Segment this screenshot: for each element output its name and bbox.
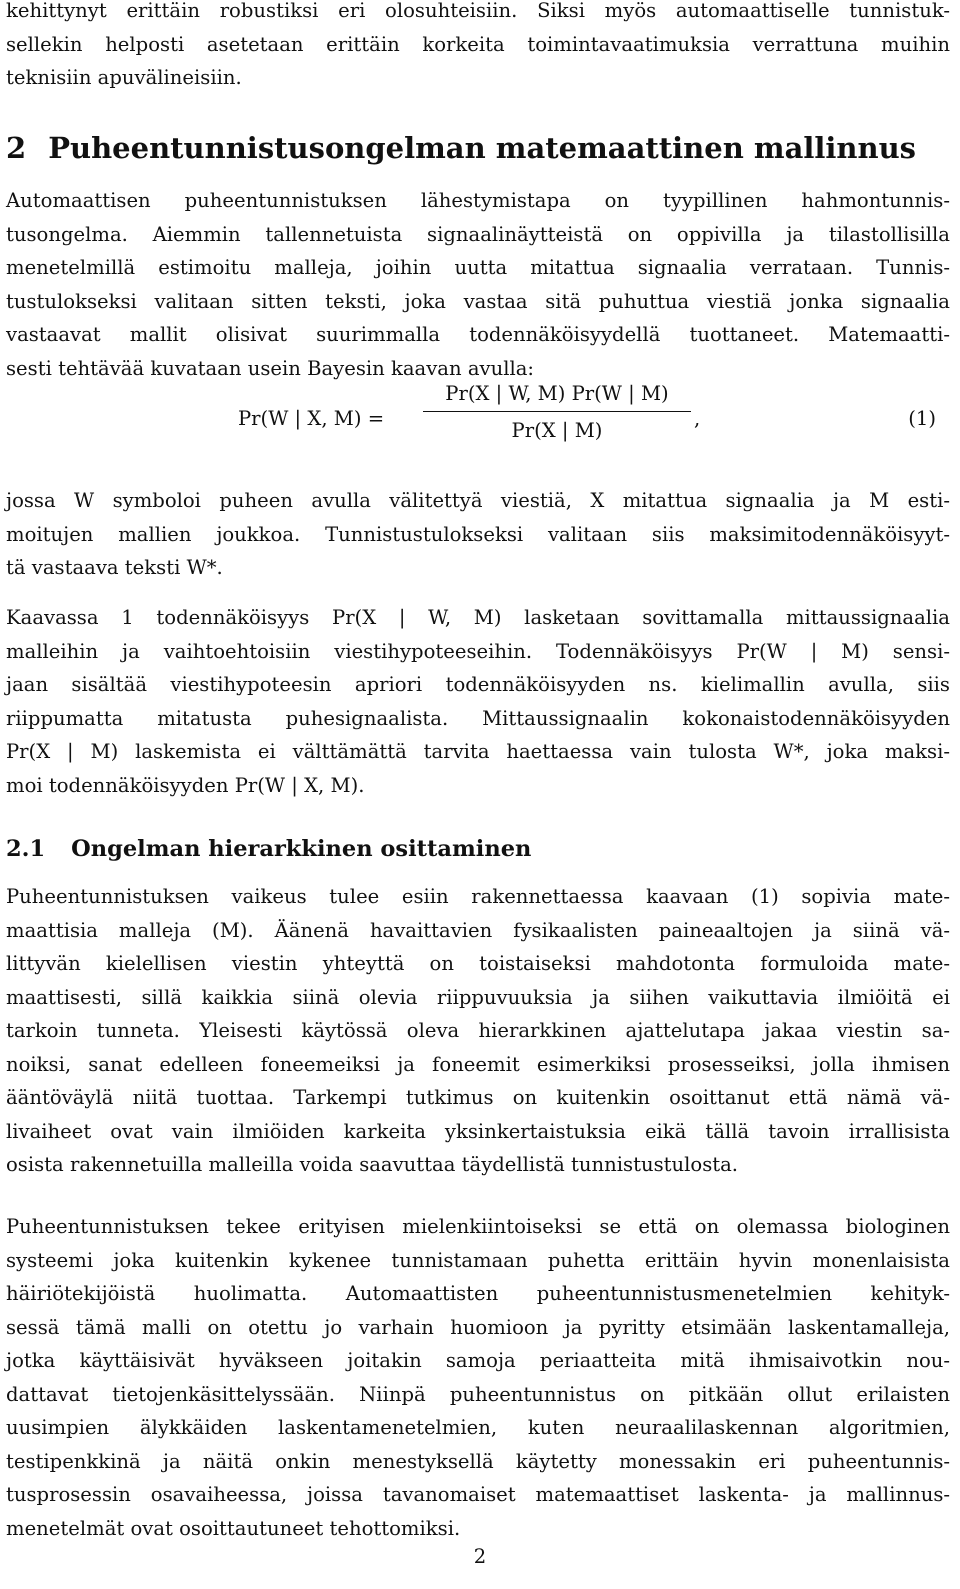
equation-comma: , [694, 407, 701, 430]
section-number: 2 [6, 131, 27, 165]
text-line: tustulokseksi valitaan sitten teksti, joka vastaa sitä puhuttua viestiä jonka signaalia [6, 289, 950, 313]
subsection-number: 2.1 [6, 836, 46, 862]
paragraph-3 [6, 601, 950, 802]
section-heading [6, 128, 916, 168]
equation-number: (1) [908, 407, 936, 430]
text-line: Pr(X | M) laskemista ei välttämättä tarvita haettaessa vain tulosta W*, joka maksi- [6, 740, 950, 763]
paragraph-4 [6, 880, 950, 1182]
text-line: jaan sisältää viestihypoteesin apriori todennäköisyyden ns. kielimallin avulla, siis [6, 673, 950, 696]
text-line: sellekin helposti asetetaan erittäin korkeita toimintavaatimuksia verrattuna muihin [6, 32, 950, 56]
subsection-title: Ongelman hierarkkinen osittaminen [71, 836, 532, 862]
text-line: uusimpien älykkäiden laskentamenetelmien, kuten neuraalilaskennan algoritmien, [6, 1416, 950, 1439]
text-line: Puheentunnistuksen tekee erityisen mielenkiintoiseksi se että on olemassa biologinen [6, 1215, 950, 1238]
equation-numerator: Pr(X | W, M) Pr(W | M) [445, 382, 669, 405]
text-line: Automaattisen puheentunnistuksen lähestymistapa on tyypillinen hahmontunnis- [6, 189, 950, 212]
text-line: sesti tehtävää kuvataan usein Bayesin kaavan avulla: [6, 356, 535, 380]
page-number: 2 [473, 1545, 487, 1568]
subsection-heading [6, 832, 531, 866]
text-line: riippumatta mitatusta puhesignaalista. Mittaussignaalin kokonaistodennäköisyyden [6, 706, 950, 730]
equation-lhs: Pr(W | X, M) = [238, 407, 385, 430]
text-line: moitujen mallien joukkoa. Tunnistustulokseksi valitaan siis maksimitodennäköisyyt- [6, 522, 950, 546]
text-line: jossa W symboloi puheen avulla välitettyä viestiä, X mitattua signaalia ja M esti- [6, 489, 950, 512]
text-line: menetelmät ovat osoittautuneet tehottomiksi. [6, 1516, 461, 1540]
text-line: tusongelma. Aiemmin tallennetuista signaalinäytteistä on oppivilla ja tilastollisilla [6, 222, 950, 246]
text-line: maattisesti, sillä kaikkia siinä olevia riippuvuuksia ja siihen vaikuttavia ilmiöitä ei [6, 985, 950, 1009]
fraction-bar [423, 411, 691, 412]
text-line: vastaavat mallit olisivat suurimmalla todennäköisyydellä tuottaneet. Matemaatti- [6, 323, 950, 346]
bayes-equation [0, 375, 950, 465]
text-line: tä vastaava teksti W*. [6, 556, 223, 579]
text-line: teknisiin apuvälineisiin. [6, 66, 242, 89]
text-line: malleihin ja vaihtoehtoisiin viestihypoteeseihin. Todennäköisyys Pr(W | M) sensi- [6, 639, 950, 663]
text-line: testipenkkinä ja näitä onkin menestyksellä käytetty monessakin eri puheentunnis- [6, 1449, 950, 1473]
text-line: kehittynyt erittäin robustiksi eri olosuhteisiin. Siksi myös automaattiselle tunnistuk- [6, 0, 950, 22]
intro-paragraph [6, 0, 950, 95]
text-line: maattisia malleja (M). Äänenä havaittavien fysikaalisten paineaaltojen ja siinä vä- [6, 918, 950, 942]
text-line: tusprosessin osavaiheessa, joissa tavanomaiset matemaattiset laskenta- ja mallinnus- [6, 1483, 950, 1506]
text-line: livaiheet ovat vain ilmiöiden karkeita yksinkertaistuksia eikä tällä tavoin irrallisista [6, 1119, 950, 1143]
text-line: moi todennäköisyyden Pr(W | X, M). [6, 773, 365, 797]
text-line: sessä tämä malli on otettu jo varhain huomioon ja pyritty etsimään laskentamalleja, [6, 1315, 950, 1339]
text-line: tarkoin tunneta. Yleisesti käytössä oleva hierarkkinen ajattelutapa jakaa viestin sa- [6, 1019, 950, 1042]
text-line: Kaavassa 1 todennäköisyys Pr(X | W, M) lasketaan sovittamalla mittaussignaalia [6, 606, 950, 629]
equation-denominator: Pr(X | M) [511, 419, 603, 442]
equation-fraction [423, 379, 691, 446]
text-line: systeemi joka kuitenkin kykenee tunnistamaan puhetta erittäin hyvin monenlaisista [6, 1248, 950, 1272]
text-line: menetelmillä estimoitu malleja, joihin uutta mitattua signaalia verrataan. Tunnis- [6, 256, 950, 279]
text-line: littyvän kielellisen viestin yhteyttä on toistaiseksi mahdotonta formuloida mate- [6, 952, 950, 975]
text-line: jotka käyttäisivät hyväkseen joitakin samoja periaatteita mitä ihmisaivotkin nou- [6, 1349, 950, 1372]
text-line: ääntöväylä niitä tuottaa. Tarkempi tutkimus on kuitenkin osoittanut että nämä vä- [6, 1086, 950, 1109]
paragraph-2 [6, 484, 950, 585]
text-line: osista rakennetuilla malleilla voida saavuttaa täydellistä tunnistustulosta. [6, 1153, 739, 1176]
text-line: dattavat tietojenkäsittelyssään. Niinpä puheentunnistus on pitkään ollut erilaisten [6, 1382, 950, 1406]
section-title: Puheentunnistusongelman matemaattinen mallinnus [48, 131, 916, 165]
text-line: Puheentunnistuksen vaikeus tulee esiin rakennettaessa kaavaan (1) sopivia mate- [6, 885, 950, 908]
paragraph-5 [6, 1210, 950, 1545]
paragraph-1 [6, 184, 950, 385]
text-line: häiriötekijöistä huolimatta. Automaattisten puheentunnistusmenetelmien kehityk- [6, 1282, 950, 1305]
text-line: noiksi, sanat edelleen foneemeiksi ja foneemit esimerkiksi prosesseiksi, jolla ihmisen [6, 1052, 950, 1076]
